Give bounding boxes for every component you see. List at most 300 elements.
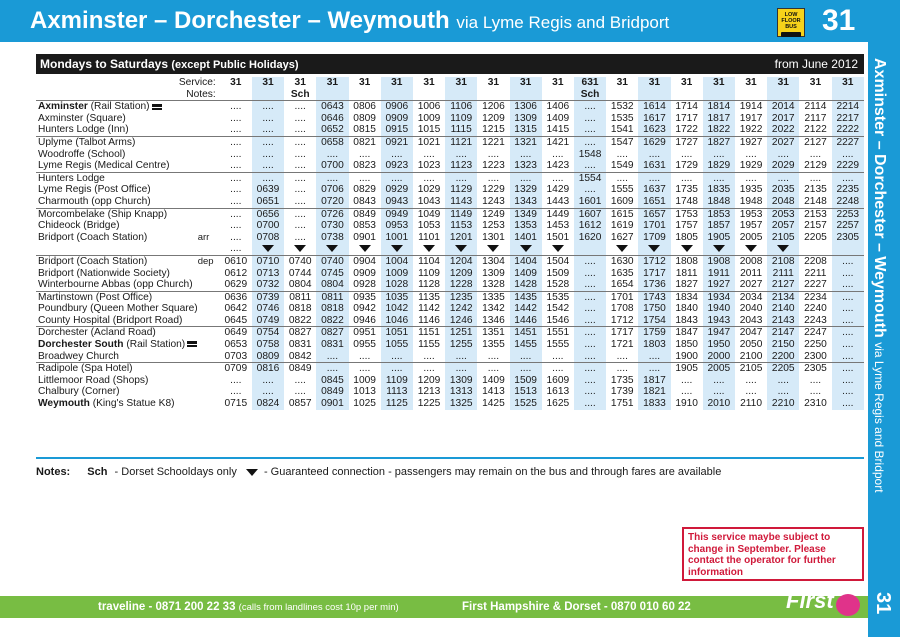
arr-dep <box>198 184 220 196</box>
stop-name: Chalbury (Corner) <box>38 386 120 398</box>
time-cell: 0715 <box>224 398 248 410</box>
time-cell: 0710 <box>252 255 284 267</box>
table-row <box>36 303 864 315</box>
time-cell: 2250 <box>804 339 827 351</box>
time-cell: 1046 <box>381 315 413 327</box>
time-cell: 1947 <box>703 327 735 339</box>
table-row <box>36 172 864 184</box>
time-cell: 2005 <box>739 231 763 243</box>
time-cell: .... <box>284 101 316 113</box>
time-cell: 1251 <box>445 327 477 339</box>
time-cell: 1301 <box>482 231 505 243</box>
time-cell: 1817 <box>638 375 670 387</box>
time-cell: 1451 <box>510 327 542 339</box>
time-cell: .... <box>735 172 767 184</box>
time-cell: 2040 <box>739 303 763 315</box>
time-cell: 1712 <box>610 314 634 326</box>
arr-dep <box>198 363 220 375</box>
time-cell: .... <box>294 386 306 398</box>
time-cell: .... <box>230 184 242 196</box>
time-cell: .... <box>413 172 445 184</box>
time-cell: 0816 <box>252 363 284 375</box>
time-cell: 2017 <box>767 113 799 125</box>
time-cell: 1115 <box>445 124 477 136</box>
time-cell: 2227 <box>832 136 864 148</box>
time-cell: .... <box>230 112 242 124</box>
time-cell: 2143 <box>767 315 799 327</box>
time-cell: 0946 <box>353 314 376 326</box>
time-cell: 1927 <box>703 279 735 291</box>
time-cell: .... <box>252 149 284 161</box>
time-cell: 1446 <box>510 315 542 327</box>
arr-dep <box>198 101 220 113</box>
time-cell: .... <box>252 101 284 113</box>
time-cell: .... <box>680 386 693 398</box>
time-cell: .... <box>745 148 757 160</box>
time-cell: 1006 <box>413 101 445 113</box>
time-cell: .... <box>552 148 564 160</box>
effective-date: from June 2012 <box>774 57 858 71</box>
time-cell: 1504 <box>542 255 574 267</box>
time-cell: 0849 <box>349 208 381 220</box>
time-cell: 1757 <box>675 220 698 232</box>
time-cell: .... <box>832 255 864 267</box>
connection-arrow-icon <box>455 245 467 252</box>
time-cell: .... <box>552 350 564 362</box>
time-cell <box>477 243 509 255</box>
stop-name: Poundbury (Queen Mother Square) <box>38 303 198 315</box>
table-row <box>36 375 864 387</box>
time-cell: 2035 <box>767 184 799 196</box>
time-cell: 1501 <box>546 231 570 243</box>
connection-arrow-icon <box>520 245 532 252</box>
time-cell: 2135 <box>804 184 827 196</box>
time-cell: .... <box>349 363 381 375</box>
time-cell: .... <box>294 160 306 172</box>
stop-name: Dorchester (Acland Road) <box>36 327 198 339</box>
notes-row <box>36 89 864 101</box>
time-cell: 0845 <box>316 375 348 387</box>
time-cell: 1554 <box>574 172 606 184</box>
time-cell: 0809 <box>353 112 376 124</box>
notes: Notes: Sch - Dorset Schooldays only - Guaranteed connection - passengers may remain on the bus and through fares are available <box>36 466 722 478</box>
time-cell: .... <box>252 386 284 398</box>
schedule-days-bar <box>36 54 864 74</box>
time-cell: 1404 <box>510 255 542 267</box>
title-via: via Lyme Regis and Bridport <box>456 13 670 32</box>
time-cell: 0642 <box>224 303 248 315</box>
time-cell: 1943 <box>703 315 735 327</box>
arr-dep <box>198 113 220 125</box>
time-cell: .... <box>252 172 284 184</box>
time-cell: .... <box>574 101 606 113</box>
time-cell: 2105 <box>767 232 799 244</box>
time-cell: 1548 <box>574 149 606 161</box>
time-cell: 1547 <box>606 136 638 148</box>
time-cell: 0806 <box>349 101 381 113</box>
time-cell: 1406 <box>542 101 574 113</box>
time-cell: 0953 <box>381 220 413 232</box>
time-cell: 1814 <box>703 101 735 113</box>
time-cell: .... <box>616 148 628 160</box>
arr-dep <box>198 172 220 184</box>
time-cell: 2257 <box>832 220 864 232</box>
time-cell: 1409 <box>546 112 570 124</box>
connection-arrow-icon <box>326 245 338 252</box>
header-cell <box>638 89 670 101</box>
time-cell: 1853 <box>703 208 735 220</box>
time-cell: 0928 <box>353 279 376 291</box>
time-cell: 1657 <box>638 208 670 220</box>
time-cell: 1631 <box>638 160 670 172</box>
time-cell: .... <box>230 160 242 172</box>
arr-dep <box>198 339 220 351</box>
time-cell: 0843 <box>353 195 376 207</box>
time-cell: 2043 <box>739 314 763 326</box>
time-cell: 1142 <box>418 303 440 315</box>
time-cell: 0831 <box>316 339 348 351</box>
time-cell: .... <box>252 375 284 387</box>
header-bar <box>0 0 868 42</box>
page-title <box>30 7 669 35</box>
time-cell: 0818 <box>316 303 348 315</box>
time-cell: 1957 <box>739 220 763 232</box>
time-cell <box>735 243 767 255</box>
table-row <box>36 149 864 161</box>
arr-dep <box>198 386 220 398</box>
stop-name: Hunters Lodge <box>36 172 198 184</box>
time-cell: .... <box>542 172 574 184</box>
time-cell: 0700 <box>252 220 284 232</box>
time-cell: 1735 <box>675 184 698 196</box>
time-cell: 0643 <box>316 101 348 113</box>
time-cell: 0909 <box>381 113 413 125</box>
time-cell: 1355 <box>482 339 505 351</box>
time-cell: 0818 <box>288 303 312 315</box>
time-cell: .... <box>230 231 242 243</box>
time-cell: 1847 <box>671 327 703 339</box>
time-cell: .... <box>680 148 693 160</box>
time-cell: 0811 <box>316 291 348 303</box>
time-cell: 0730 <box>316 220 348 232</box>
time-cell: 2034 <box>735 291 767 303</box>
time-cell: .... <box>574 184 606 196</box>
time-cell: 1821 <box>638 386 670 398</box>
time-cell: 0639 <box>252 184 284 196</box>
time-cell: 2114 <box>799 101 831 113</box>
time-cell: 1009 <box>381 268 413 280</box>
time-cell: 1914 <box>735 101 767 113</box>
time-cell: 1701 <box>606 291 638 303</box>
time-cell: 1442 <box>510 303 542 315</box>
header-cell: 31 <box>358 77 371 88</box>
time-cell: 1917 <box>739 112 763 124</box>
header-cell <box>220 89 252 101</box>
time-cell: 1910 <box>675 398 698 410</box>
time-cell: 0823 <box>353 160 376 172</box>
time-cell: 0943 <box>381 196 413 208</box>
time-cell: 0935 <box>349 291 381 303</box>
time-cell: 1325 <box>445 398 477 410</box>
time-cell: 2117 <box>804 112 827 124</box>
time-cell: 1449 <box>542 208 574 220</box>
time-cell: .... <box>316 351 348 363</box>
stop-name: Lyme Regis (Post Office) <box>38 184 151 196</box>
time-cell: 1528 <box>546 279 570 291</box>
header-cell <box>510 89 542 101</box>
table-row <box>36 315 864 327</box>
arr-dep <box>198 315 220 327</box>
time-cell: 2150 <box>767 339 799 351</box>
time-cell: .... <box>574 279 606 291</box>
time-cell: .... <box>284 172 316 184</box>
time-cell: .... <box>510 351 542 363</box>
arr-dep <box>198 208 220 220</box>
time-cell: 1455 <box>510 339 542 351</box>
time-cell: 0738 <box>316 232 348 244</box>
guaranteed-connection-icon <box>246 469 258 476</box>
time-cell: .... <box>423 350 435 362</box>
time-cell: .... <box>832 339 864 351</box>
header-cell <box>799 89 831 101</box>
time-cell: 1542 <box>546 303 570 315</box>
time-cell: 0649 <box>220 327 252 339</box>
time-cell: .... <box>574 375 606 387</box>
stop-name: Martinstown (Post Office) <box>36 291 198 303</box>
header-cell: Sch <box>290 88 310 100</box>
time-cell: .... <box>294 195 306 207</box>
time-cell: 0629 <box>224 279 248 291</box>
arr-dep <box>198 279 220 291</box>
time-cell: 1535 <box>610 112 634 124</box>
operator-info: First Hampshire & Dorset - 0870 010 60 22 <box>462 601 691 613</box>
header-cell <box>445 89 477 101</box>
time-cell: 1229 <box>482 184 505 196</box>
time-cell: 0901 <box>316 398 348 410</box>
time-cell: 1729 <box>675 160 698 172</box>
table-row <box>36 196 864 208</box>
time-cell: 2214 <box>832 101 864 113</box>
time-cell: 0740 <box>284 255 316 267</box>
time-cell: 1803 <box>638 339 670 351</box>
time-cell: 1209 <box>482 112 505 124</box>
time-cell: 1255 <box>445 339 477 351</box>
time-cell: .... <box>381 172 413 184</box>
time-cell: 2127 <box>799 136 831 148</box>
time-cell: 2140 <box>767 303 799 315</box>
time-cell <box>381 243 413 255</box>
time-cell: .... <box>832 291 864 303</box>
time-cell: 1617 <box>638 113 670 125</box>
time-cell: .... <box>574 124 606 136</box>
time-cell: 2010 <box>703 398 735 410</box>
time-cell: .... <box>832 398 864 410</box>
time-cell: 0740 <box>316 255 348 267</box>
time-cell: 1009 <box>353 374 376 386</box>
time-cell: 1614 <box>638 101 670 113</box>
stop-name: Uplyme (Talbot Arms) <box>36 136 198 148</box>
time-cell: 2122 <box>804 124 827 136</box>
table-row <box>36 351 864 363</box>
time-cell: 1722 <box>675 124 698 136</box>
time-cell: .... <box>252 113 284 125</box>
time-cell: 1532 <box>606 101 638 113</box>
time-cell: 1201 <box>445 232 477 244</box>
time-cell: 0929 <box>381 184 413 196</box>
time-cell: 1306 <box>510 101 542 113</box>
stop-name: Winterbourne Abbas (opp Church) <box>38 279 193 291</box>
arr-dep <box>198 243 220 255</box>
time-cell: 1042 <box>381 303 413 315</box>
time-cell: 2111 <box>767 268 799 280</box>
time-cell: 0749 <box>252 315 284 327</box>
stop-name: Broadwey Church <box>38 350 119 362</box>
time-cell: 2105 <box>735 363 767 375</box>
table-row <box>36 255 864 267</box>
time-cell: 1754 <box>638 315 670 327</box>
time-cell: 1401 <box>510 232 542 244</box>
time-cell: 2300 <box>804 350 827 362</box>
time-cell: 2011 <box>740 267 762 279</box>
time-cell: 2305 <box>799 363 831 375</box>
arr-dep <box>198 375 220 387</box>
header-cell <box>413 89 445 101</box>
time-cell: 1950 <box>703 339 735 351</box>
time-cell: 1927 <box>735 136 767 148</box>
time-cell: 1123 <box>445 160 477 172</box>
time-cell: 1727 <box>671 136 703 148</box>
time-cell: 0831 <box>288 339 312 351</box>
time-cell: 0951 <box>349 327 381 339</box>
time-cell: 2210 <box>767 398 799 410</box>
time-cell: .... <box>832 327 864 339</box>
table-end-line <box>36 457 864 459</box>
time-cell: 1759 <box>638 327 670 339</box>
time-cell: .... <box>284 208 316 220</box>
time-cell: 1021 <box>413 136 445 148</box>
time-cell: 1535 <box>542 291 574 303</box>
time-cell: .... <box>574 268 606 280</box>
time-cell: 1101 <box>418 231 440 243</box>
time-cell: .... <box>638 149 670 161</box>
time-cell: 1309 <box>510 113 542 125</box>
time-cell <box>606 243 638 255</box>
time-cell <box>832 243 864 255</box>
header-cell: 31 <box>616 77 628 88</box>
time-cell: 1221 <box>477 136 509 148</box>
connection-arrow-icon <box>423 245 435 252</box>
stop-name: Bridport (Coach Station) <box>36 255 198 267</box>
time-cell: 1204 <box>445 255 477 267</box>
time-cell: 1848 <box>703 196 735 208</box>
time-cell: 0726 <box>316 208 348 220</box>
time-cell: 1549 <box>610 160 634 172</box>
time-cell: .... <box>230 124 242 136</box>
time-cell: .... <box>767 149 799 161</box>
sidebar <box>868 0 900 637</box>
days-label: Mondays to Saturdays (except Public Holidays) <box>40 57 299 71</box>
time-cell: 2053 <box>767 208 799 220</box>
time-cell: 1935 <box>739 184 763 196</box>
time-cell: 1415 <box>546 124 570 136</box>
connection-arrow-icon <box>777 245 789 252</box>
time-cell: 1143 <box>445 196 477 208</box>
header-cell: 31 <box>487 77 500 88</box>
time-cell: 1423 <box>546 160 570 172</box>
arr-dep <box>198 149 220 161</box>
time-cell: 0921 <box>381 136 413 148</box>
time-cell: 0744 <box>288 267 312 279</box>
time-cell: .... <box>606 172 638 184</box>
low-floor-bus-icon: LOW FLOOR BUS <box>777 8 805 37</box>
time-cell: .... <box>809 374 822 386</box>
time-cell: .... <box>574 327 606 339</box>
time-cell: 1121 <box>445 136 477 148</box>
time-cell: 2000 <box>703 351 735 363</box>
stop-name: Axminster (Square) <box>38 112 126 124</box>
table-row <box>36 232 864 244</box>
first-logo: First <box>786 588 834 613</box>
connection-arrow-icon <box>552 245 564 252</box>
stop-name: Radipole (Spa Hotel) <box>36 363 198 375</box>
time-cell: 1035 <box>381 291 413 303</box>
time-cell: 0651 <box>252 196 284 208</box>
time-cell: 1509 <box>546 267 570 279</box>
time-cell: 1321 <box>510 136 542 148</box>
time-cell: .... <box>445 149 477 161</box>
time-cell: 1609 <box>546 374 570 386</box>
table-row <box>36 268 864 280</box>
time-cell: 1346 <box>482 314 505 326</box>
header-cell: 31 <box>638 77 670 89</box>
time-cell: 1546 <box>546 314 570 326</box>
time-cell: 0815 <box>353 124 376 136</box>
time-cell: 1822 <box>703 124 735 136</box>
time-cell: 1555 <box>610 184 634 196</box>
time-cell: 0804 <box>288 279 312 291</box>
time-cell: 1001 <box>381 232 413 244</box>
header-cell: 31 <box>745 77 757 88</box>
time-cell: 2014 <box>767 101 799 113</box>
time-cell: 1840 <box>675 303 698 315</box>
stop-name: Charmouth (opp Church) <box>38 195 151 207</box>
time-cell: 1146 <box>418 314 440 326</box>
time-cell: 1004 <box>381 255 413 267</box>
time-cell: 2229 <box>832 160 864 172</box>
time-cell: 1857 <box>703 220 735 232</box>
time-cell: 0652 <box>316 124 348 136</box>
time-cell: .... <box>220 101 252 113</box>
time-cell: 1343 <box>510 196 542 208</box>
time-cell: 1908 <box>703 255 735 267</box>
time-cell: .... <box>445 351 477 363</box>
time-cell: 1808 <box>671 255 703 267</box>
time-cell: 1607 <box>574 208 606 220</box>
time-cell <box>349 243 381 255</box>
time-cell: .... <box>832 172 864 184</box>
header-cell: 31 <box>703 77 735 89</box>
time-cell: 1013 <box>353 386 376 398</box>
time-cell: .... <box>294 148 306 160</box>
time-cell: .... <box>799 172 831 184</box>
time-cell: .... <box>510 363 542 375</box>
time-cell: 1129 <box>445 184 477 196</box>
table-row <box>36 160 864 172</box>
arr-dep: arr <box>197 231 210 243</box>
header-cell <box>671 89 703 101</box>
time-cell: 0720 <box>316 196 348 208</box>
time-cell: 1736 <box>638 279 670 291</box>
